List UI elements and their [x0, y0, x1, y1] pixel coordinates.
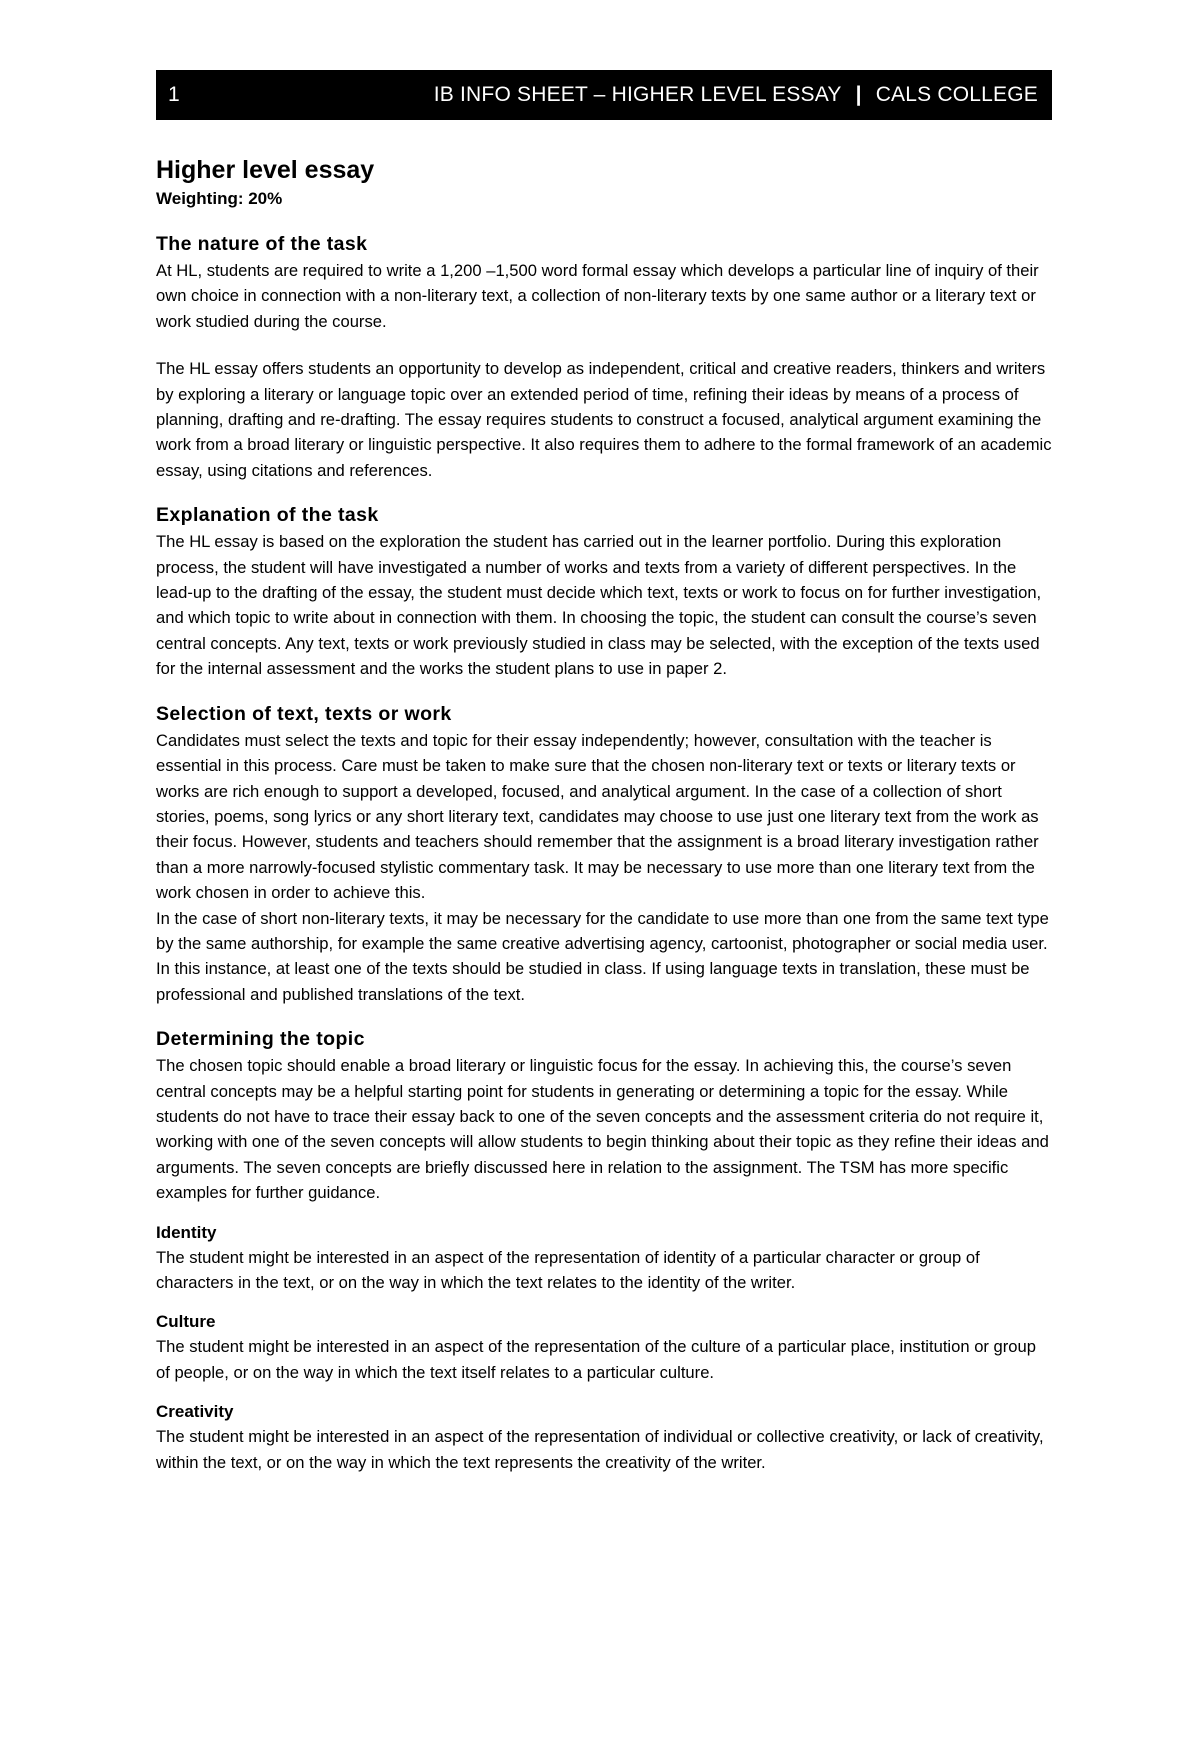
- paragraph: In the case of short non-literary texts, it may be necessary for the candidate to use more than one from the same text type by the same authorship, for example the same creative advertising agency, cartoonist, photographer or social media user. In this instance, at least one of the texts should be studied in class. If using language texts in translation, these must be professional and published translations of the text.: [156, 908, 1049, 1004]
- section-heading: The nature of the task: [156, 233, 368, 255]
- section-heading: Explanation of the task: [156, 504, 379, 527]
- section-determining-topic: [156, 1025, 1052, 1205]
- header-right-group: [434, 83, 1038, 107]
- paragraph: The HL essay offers students an opportunity to develop as independent, critical and creative readers, thinkers and writers by exploring a literary or language topic over an extended period of time, refining their ideas by means of a process of planning, drafting and re-drafting. The essay requires students to construct a focused, analytical argument examining the work from a broad literary or linguistic perspective. It also requires them to adhere to the formal framework of an academic essay, using citations and references.: [156, 359, 1052, 480]
- paragraph: At HL, students are required to write a 1,200 –1,500 word formal essay which develops a particular line of inquiry of their own choice in connection with a non-literary text, a collection of non-literary texts by one same author or a literary text or work studied during the course.: [156, 261, 1039, 331]
- subsection-identity: [156, 1220, 1052, 1296]
- page-number: 1: [168, 83, 180, 106]
- section-selection-of-text: [156, 700, 1052, 1007]
- paragraph: The student might be interested in an aspect of the representation of identity of a particular character or group of characters in the text, or on the way in which the text relates to the identity of the writer.: [156, 1247, 980, 1292]
- paragraph: Candidates must select the texts and topic for their essay independently; however, consultation with the teacher is essential in this process. Care must be taken to make sure that the chosen non-literary text or texts or literary texts or works are rich enough to support a developed, focused, and analytical argument. In the case of a collection of short stories, poems, song lyrics or any short literary text, candidates may choose to use just one literary text from the work as their focus. However, students and teachers should remember that the assignment is a broad literary investigation rather than a more narrowly-focused stylistic commentary task. It may be necessary to use more than one literary text from the work chosen in order to achieve this.: [156, 730, 1039, 903]
- document-title: Higher level essay: [156, 156, 375, 184]
- weighting-label: Weighting: 20%: [156, 189, 283, 208]
- section-heading: Selection of text, texts or work: [156, 702, 452, 725]
- subsection-heading: Creativity: [156, 1402, 234, 1422]
- paragraph: The student might be interested in an aspect of the representation of the culture of a particular place, institution or group of people, or on the way in which the text itself relates to a particular culture.: [156, 1337, 1036, 1382]
- section-explanation-of-task: [156, 501, 1052, 681]
- header-title: IB INFO SHEET – HIGHER LEVEL ESSAY: [433, 83, 842, 106]
- page-header: [156, 70, 1052, 120]
- document-page: [156, 70, 1052, 1475]
- section-nature-of-task: [156, 230, 1052, 483]
- header-separator: |: [855, 83, 862, 106]
- subsection-heading: Identity: [156, 1222, 217, 1242]
- subsection-culture: [156, 1309, 1052, 1385]
- paragraph: The student might be interested in an aspect of the representation of individual or collective creativity, or lack of creativity, within the text, or on the way in which the text represents the creativity of the writer.: [156, 1427, 1044, 1472]
- paragraph: The chosen topic should enable a broad literary or linguistic focus for the essay. In achieving this, the course’s seven central concepts may be a helpful starting point for students in generating or determining a topic for the essay. While students do not have to trace their essay back to one of the seven concepts and the assessment criteria do not require it, working with one of the seven concepts will allow students to begin thinking about their topic as they refine their ideas and arguments. The seven concepts are briefly discussed here in relation to the assignment. The TSM has more specific examples for further guidance.: [156, 1056, 1049, 1203]
- header-org: CALS COLLEGE: [875, 83, 1038, 106]
- paragraph: The HL essay is based on the exploration the student has carried out in the learner portfolio. During this exploration process, the student will have investigated a number of works and texts from a variety of different perspectives. In the lead-up to the drafting of the essay, the student must decide which text, texts or work to focus on for further investigation, and which topic to write about in connection with them. In choosing the topic, the student can consult the course’s seven central concepts. Any text, texts or work previously studied in class may be selected, with the exception of the texts used for the internal assessment and the works the student plans to use in paper 2.: [156, 532, 1042, 679]
- section-heading: Determining the topic: [156, 1028, 365, 1051]
- subsection-creativity: [156, 1399, 1052, 1475]
- subsection-heading: Culture: [156, 1312, 216, 1332]
